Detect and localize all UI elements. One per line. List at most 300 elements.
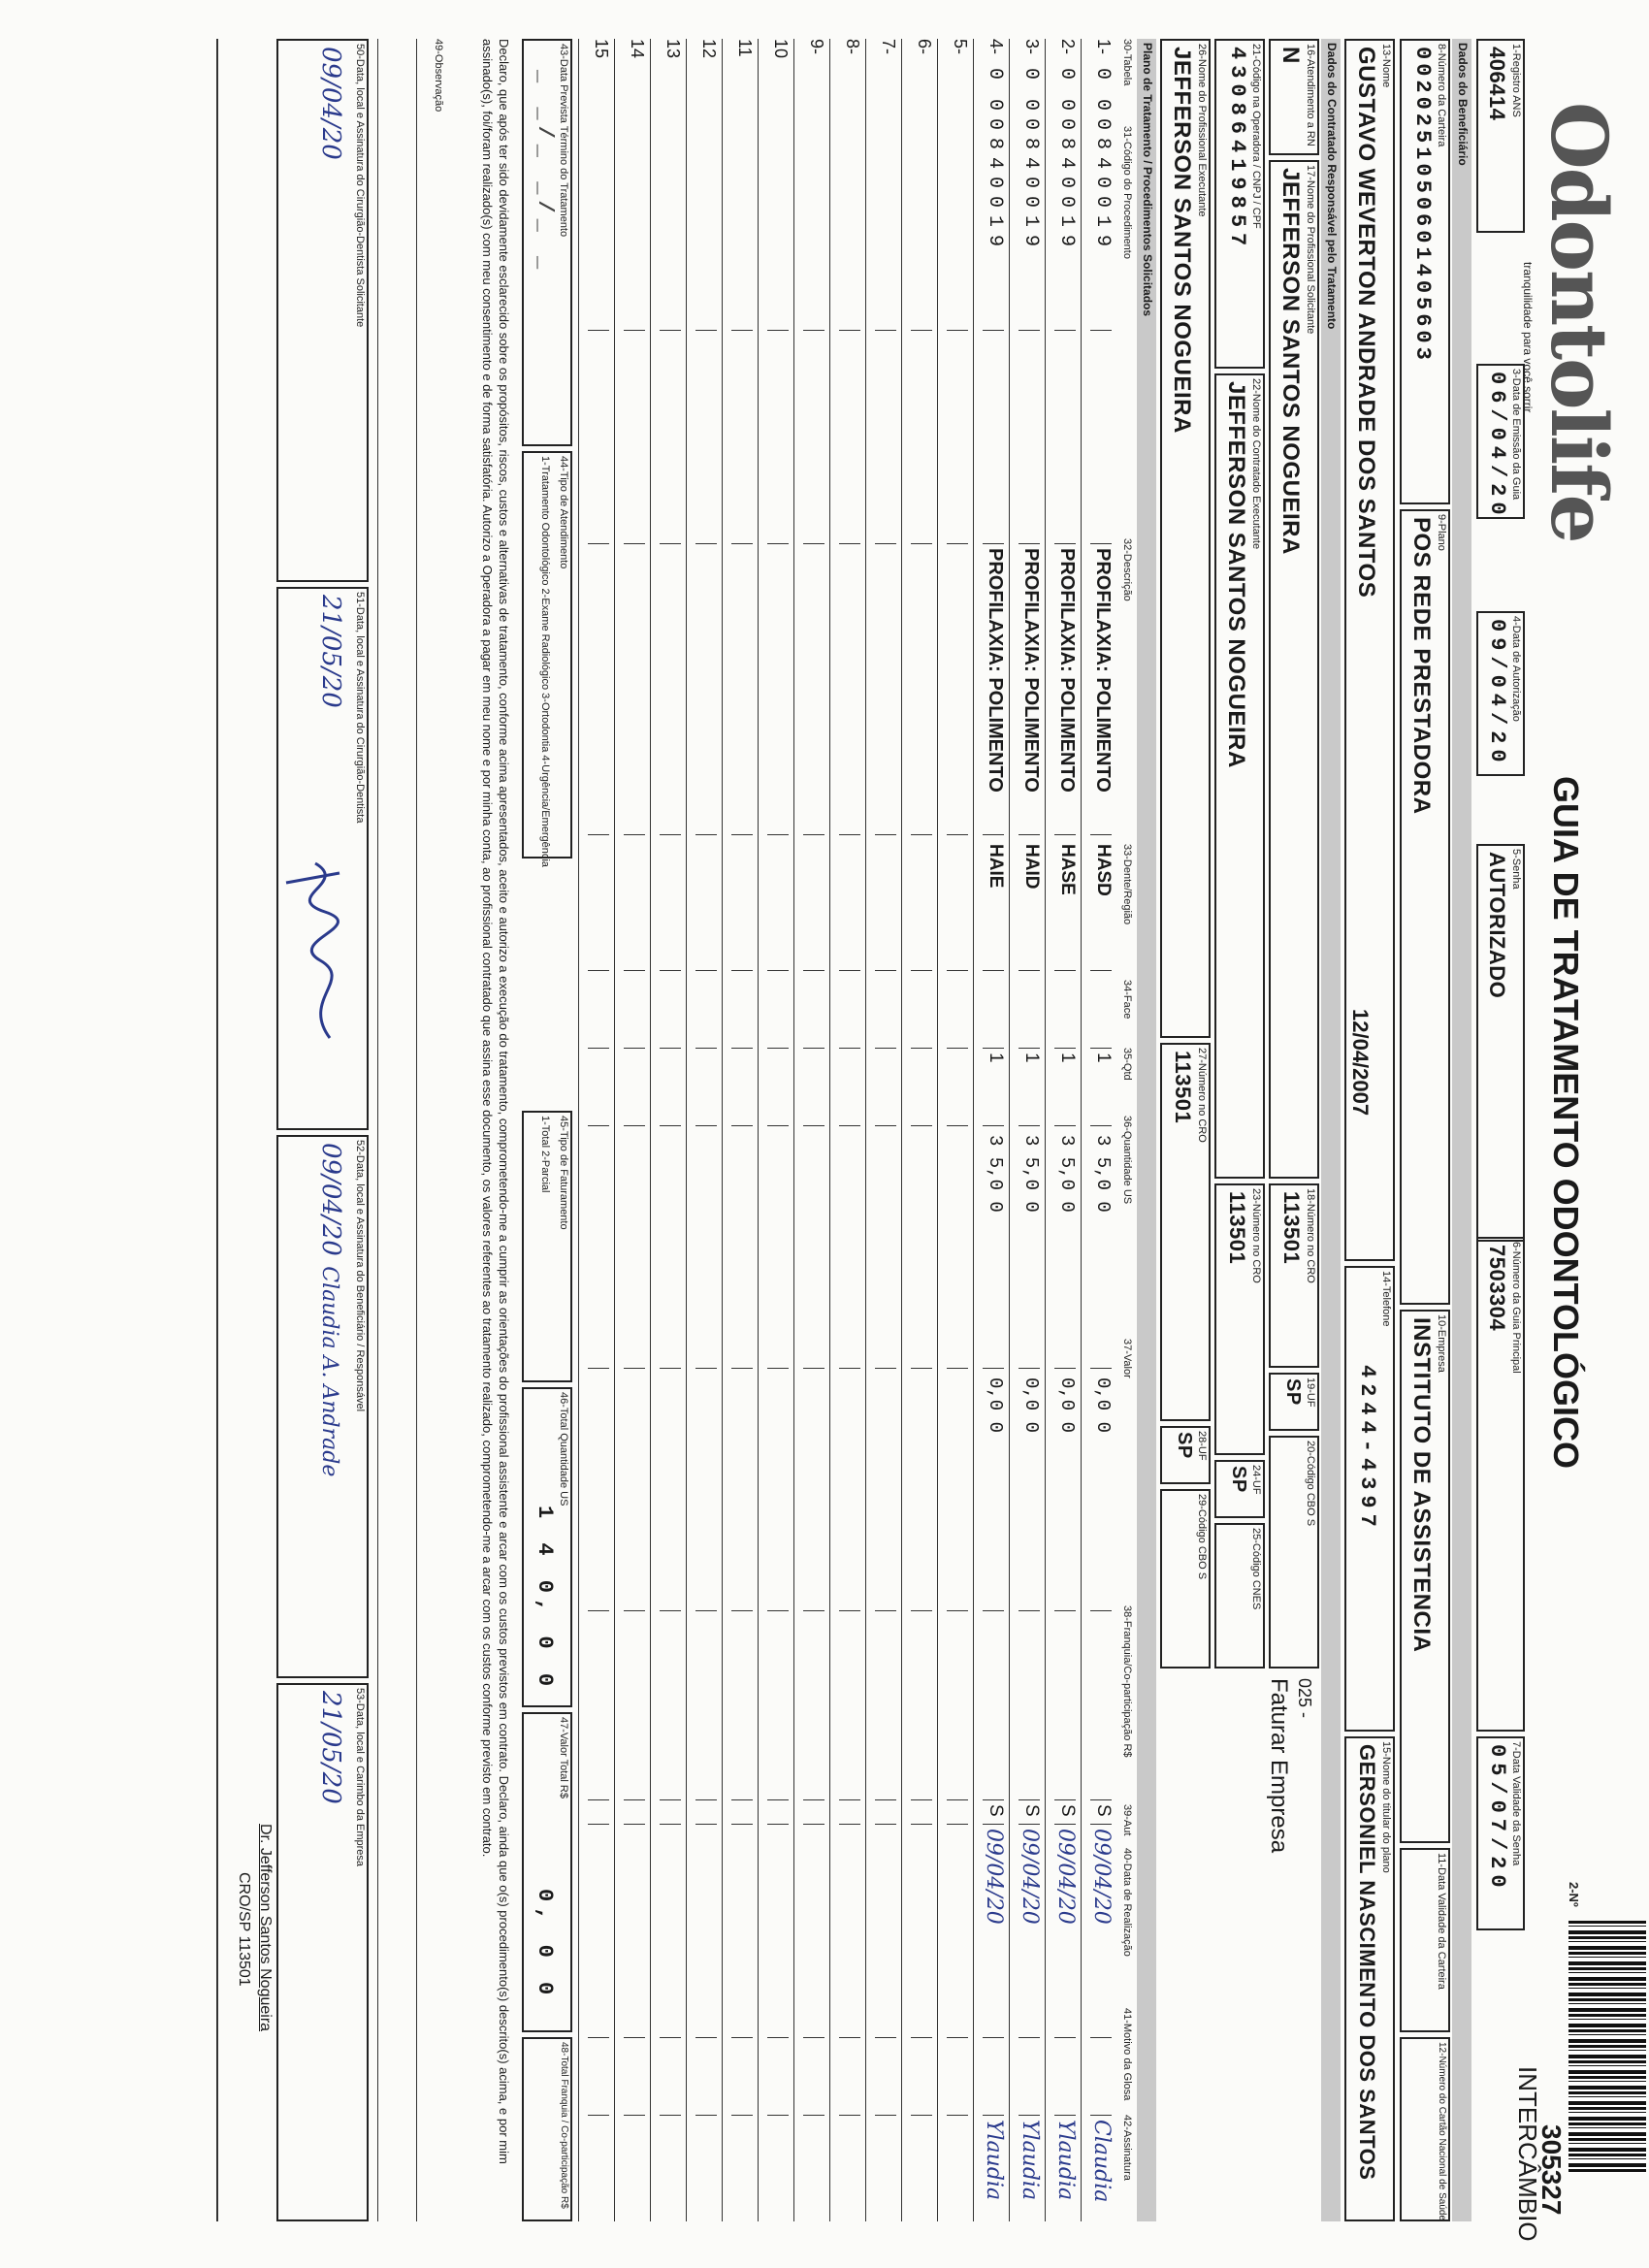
cell-divider	[875, 834, 896, 835]
row-number: 15	[592, 39, 611, 59]
cell-divider	[660, 1824, 681, 1825]
cell-divider	[839, 543, 860, 544]
cell-divider	[947, 330, 968, 331]
field-empresa: 10-Empresa INSTITUTO DE ASSISTENCIA	[1400, 1310, 1450, 1843]
cell-divider	[1018, 1824, 1040, 1825]
cell-divider	[1018, 1368, 1040, 1369]
row-qtd-us: 3 5,0 0	[1056, 1135, 1078, 1213]
cell-divider	[767, 834, 789, 835]
cell-divider	[1018, 970, 1040, 971]
header-qtd: 35-Qtd	[1121, 1048, 1133, 1081]
cell-divider	[588, 834, 609, 835]
row-qtd: 1	[1093, 1053, 1114, 1063]
field-data-autorizacao: 4-Data de Autorização 09/04/20	[1476, 611, 1525, 776]
cell-divider	[588, 970, 609, 971]
guide-number: 305327	[1536, 2124, 1567, 2216]
cell-divider	[767, 1368, 789, 1369]
row-tabela: 0	[1019, 68, 1042, 81]
row-code: 00840019	[984, 99, 1006, 255]
logo: Odontolife	[1534, 102, 1625, 542]
row-description: PROFILAXIA: POLIMENTO	[1092, 548, 1114, 793]
row-number: 12	[699, 39, 719, 59]
cell-divider	[947, 543, 968, 544]
field-cro-contratado: 23-Número no CRO 113501	[1214, 1183, 1265, 1455]
cell-divider	[1018, 1125, 1040, 1126]
cell-divider	[1054, 1799, 1076, 1800]
cell-divider	[983, 834, 1004, 835]
row-qtd-us: 3 5,0 0	[1092, 1135, 1114, 1213]
cell-divider	[731, 543, 753, 544]
cell-divider	[1090, 330, 1112, 331]
row-tabela: 0	[1055, 68, 1078, 81]
cell-divider	[803, 1799, 824, 1800]
cell-divider	[803, 1125, 824, 1126]
cell-divider	[624, 2037, 645, 2038]
field-cbo-executante: 29-Código CBO S	[1160, 1489, 1211, 1669]
cell-divider	[1018, 330, 1040, 331]
field-uf: 19-UF SP	[1269, 1373, 1319, 1431]
table-row	[973, 39, 1010, 2221]
field-nome: 13-Nome GUSTAVO WEVERTON ANDRADE DOS SANTOS	[1344, 39, 1395, 1261]
table-row	[829, 39, 866, 2221]
row-description: PROFILAXIA: POLIMENTO	[1056, 548, 1078, 793]
table-row	[614, 39, 651, 2221]
field-executante: 26-Nome do Profissional Executante JEFFERSON SANTOS NOGUEIRA	[1160, 39, 1211, 1038]
cell-divider	[660, 1125, 681, 1126]
cell-divider	[947, 834, 968, 835]
row-aut: S	[1093, 1804, 1114, 1817]
cell-divider	[588, 1048, 609, 1049]
cell-divider	[839, 970, 860, 971]
field-registro-ans: 1-Registro ANS 406414	[1476, 39, 1525, 233]
cell-divider	[1054, 2037, 1076, 2038]
cell-divider	[1054, 1125, 1076, 1126]
cell-divider	[767, 330, 789, 331]
field-carteira: 8-Número da Carteira 0020251050601405603	[1400, 39, 1450, 504]
row-number: 4-	[986, 39, 1006, 55]
cell-divider	[1054, 330, 1076, 331]
header-descricao: 32-Descrição	[1121, 538, 1133, 601]
cell-divider	[588, 330, 609, 331]
cell-divider	[767, 2115, 789, 2116]
cell-divider	[983, 543, 1004, 544]
cell-divider	[839, 1799, 860, 1800]
guide-no-label: 2-Nº	[1567, 1882, 1581, 1907]
cell-divider	[1090, 1368, 1112, 1369]
cell-divider	[624, 1048, 645, 1049]
cell-divider	[947, 1048, 968, 1049]
row-valor: 0,0 0	[1092, 1377, 1114, 1434]
cell-divider	[947, 1799, 968, 1800]
cell-divider	[1054, 1824, 1076, 1825]
cell-divider	[695, 330, 717, 331]
cell-divider	[660, 1610, 681, 1611]
cell-divider	[1090, 2115, 1112, 2116]
field-rn: 16-Atendimento a RN N	[1269, 39, 1319, 155]
row-number: 5-	[951, 39, 970, 55]
field-uf-contratado: 24-UF SP	[1214, 1460, 1265, 1518]
cell-divider	[624, 543, 645, 544]
cell-divider	[839, 1048, 860, 1049]
cell-divider	[731, 1799, 753, 1800]
section-beneficiario: Dados do Beneficiário	[1452, 39, 1471, 2221]
cell-divider	[983, 330, 1004, 331]
cell-divider	[839, 1368, 860, 1369]
field-guia-principal: 6-Número da Guia Principal 7503304	[1476, 1237, 1525, 1732]
header-valor: 37-Valor	[1121, 1339, 1133, 1378]
cell-divider	[875, 1048, 896, 1049]
cell-divider	[767, 970, 789, 971]
cell-divider	[660, 1048, 681, 1049]
cell-divider	[839, 1824, 860, 1825]
cell-divider	[803, 543, 824, 544]
cell-divider	[660, 2037, 681, 2038]
field-telefone: 14-Telefone 4244-4397	[1344, 1266, 1395, 1732]
field-cro: 18-Número no CRO 113501	[1269, 1183, 1319, 1368]
cell-divider	[731, 1368, 753, 1369]
cell-divider	[767, 543, 789, 544]
cell-divider	[983, 1610, 1004, 1611]
table-row	[1045, 39, 1082, 2221]
section-contratado: Dados do Contratado Responsável pelo Tratamento	[1321, 39, 1341, 2221]
table-row	[865, 39, 902, 2221]
table-row	[578, 39, 615, 2221]
cell-divider	[731, 1048, 753, 1049]
field-solicitante: 17-Nome do Profissional Solicitante JEFFERSON SANTOS NOGUEIRA	[1269, 160, 1319, 1179]
cell-divider	[660, 2115, 681, 2116]
row-qtd: 1	[1021, 1053, 1042, 1063]
cell-divider	[983, 2115, 1004, 2116]
cell-divider	[1054, 2115, 1076, 2116]
row-number: 14	[628, 39, 647, 59]
field-total-us: 46-Total Quantidade US 1 4 0, 0 0	[522, 1387, 572, 1707]
field-valor-total: 47-Valor Total R$ 0, 0 0	[522, 1712, 572, 2032]
cell-divider	[660, 1799, 681, 1800]
cell-divider	[624, 970, 645, 971]
row-number: 1-	[1094, 39, 1114, 55]
table-row	[722, 39, 759, 2221]
row-number: 10	[771, 39, 791, 59]
cell-divider	[695, 1368, 717, 1369]
cell-divider	[947, 2037, 968, 2038]
cell-divider	[624, 1610, 645, 1611]
row-signature: Ylaudia	[1018, 2120, 1042, 2201]
row-aut: S	[1021, 1804, 1042, 1817]
row-signature: Ylaudia	[982, 2120, 1006, 2201]
field-contratado: 22-Nome do Contratado Executante JEFFERSON SANTOS NOGUEIRA	[1214, 373, 1265, 1179]
field-validade-carteira: 11-Data Validade da Carteira	[1400, 1848, 1450, 2032]
row-qtd: 1	[986, 1053, 1006, 1063]
row-valor: 0,0 0	[1020, 1377, 1042, 1434]
cell-divider	[911, 2115, 932, 2116]
cell-divider	[588, 2037, 609, 2038]
row-signature: Claudia	[1089, 2120, 1114, 2203]
cell-divider	[588, 1824, 609, 1825]
cell-divider	[588, 1610, 609, 1611]
cell-divider	[624, 1824, 645, 1825]
cell-divider	[911, 1799, 932, 1800]
row-number: 3-	[1022, 39, 1042, 55]
row-number: 7-	[879, 39, 898, 55]
cell-divider	[803, 330, 824, 331]
header-codigo: 31-Código do Procedimento	[1121, 126, 1133, 259]
table-row	[758, 39, 794, 2221]
field-tipo-faturamento: 45-Tipo de Faturamento 1-Total 2-Parcial	[522, 1111, 572, 1382]
cell-divider	[660, 834, 681, 835]
cell-divider	[1090, 1610, 1112, 1611]
cell-divider	[803, 2037, 824, 2038]
cell-divider	[767, 2037, 789, 2038]
header-motivo: 41-Motivo da Glosa	[1121, 2008, 1133, 2101]
field-plano: 9-Plano POS REDE PRESTADORA	[1400, 509, 1450, 1305]
header-assinatura: 42-Assinatura	[1121, 2115, 1133, 2181]
row-aut: S	[986, 1804, 1006, 1817]
field-data-termino: 43-Data Prevista Término do Tratamento _ _/_ _/_ _	[522, 39, 572, 446]
observacao-line-1	[416, 39, 417, 2221]
table-row	[937, 39, 974, 2221]
cell-divider	[1090, 543, 1112, 544]
table-row	[1009, 39, 1046, 2221]
cell-divider	[1018, 1048, 1040, 1049]
cell-divider	[624, 1368, 645, 1369]
cell-divider	[1018, 2037, 1040, 2038]
cell-divider	[875, 1799, 896, 1800]
cell-divider	[875, 1125, 896, 1126]
cell-divider	[1018, 1610, 1040, 1611]
cell-divider	[947, 1824, 968, 1825]
dentist-signature-scribble	[276, 854, 354, 1048]
row-valor: 0,0 0	[985, 1377, 1006, 1434]
guide-type: INTERCÂMBIO	[1513, 2066, 1542, 2242]
table-row	[650, 39, 687, 2221]
cell-divider	[983, 2037, 1004, 2038]
row-description: PROFILAXIA: POLIMENTO	[1020, 548, 1042, 793]
row-data: 09/04/20	[982, 1829, 1006, 1925]
cell-divider	[803, 1824, 824, 1825]
cell-divider	[588, 543, 609, 544]
cell-divider	[624, 330, 645, 331]
cell-divider	[1054, 543, 1076, 544]
row-qtd-us: 3 5,0 0	[985, 1135, 1006, 1213]
cell-divider	[1018, 1799, 1040, 1800]
cell-divider	[911, 1048, 932, 1049]
cell-divider	[947, 970, 968, 971]
field-tipo-atendimento: 44-Tipo de Atendimento 1-Tratamento Odontológico 2-Exame Radiológico 3-Ortodontia 4-Urgência/Emergência	[522, 451, 572, 859]
row-number: 8-	[843, 39, 862, 55]
field-titular: 15-Nome do titular do plano GERSONIEL NASCIMENTO DOS SANTOS	[1344, 1736, 1395, 2221]
row-dente: HAIE	[986, 844, 1006, 889]
row-qtd-us: 3 5,0 0	[1020, 1135, 1042, 1213]
cell-divider	[660, 970, 681, 971]
cell-divider	[695, 2115, 717, 2116]
row-number: 9-	[807, 39, 826, 55]
cell-divider	[875, 2037, 896, 2038]
cell-divider	[911, 2037, 932, 2038]
cell-divider	[695, 970, 717, 971]
table-row	[793, 39, 830, 2221]
cell-divider	[1090, 1125, 1112, 1126]
cell-divider	[1054, 1048, 1076, 1049]
field-cro-executante: 27-Número no CRO 113501	[1160, 1043, 1211, 1421]
row-number: 2-	[1058, 39, 1078, 55]
cell-divider	[624, 1125, 645, 1126]
document-title: GUIA DE TRATAMENTO ODONTOLÓGICO	[1546, 776, 1586, 1469]
cell-divider	[839, 834, 860, 835]
row-data: 09/04/20	[1089, 1829, 1114, 1925]
cell-divider	[875, 1824, 896, 1825]
cell-divider	[803, 834, 824, 835]
cell-divider	[695, 1799, 717, 1800]
cell-divider	[875, 2115, 896, 2116]
signature-solicitante: 50-Data, local e Assinatura do Cirurgião-Dentista Solicitante 09/04/20	[276, 39, 369, 582]
cell-divider	[911, 970, 932, 971]
cell-divider	[624, 2115, 645, 2116]
cell-divider	[983, 1125, 1004, 1126]
header-qtd-us: 36-Quantidade US	[1121, 1116, 1133, 1205]
cell-divider	[1054, 834, 1076, 835]
cell-divider	[731, 2037, 753, 2038]
signature-beneficiario: 52-Data, local e Assinatura do Beneficiário / Responsável 09/04/20 Claudia A. Andrade	[276, 1135, 369, 1678]
header-aut: 39-Aut	[1121, 1804, 1133, 1836]
cell-divider	[1018, 834, 1040, 835]
observacao-line-2	[377, 39, 378, 2221]
table-row	[686, 39, 723, 2221]
declaration-text: Declaro, que após ter sido devidamente esclarecido sobre os propósitos, riscos, custos e alternativas de tratamento, conforme acima apresentados, aceito e autorizo a execução do tratamento, comprometendo-me a cumprir as orientações do profissional assistente e arcar com os custos previstos em contrato. Declaro, ainda que o(s) procedimento(s) descrito(s) acima, e por mim assinado(s), foi/foram realizado(s) com meu consentimento e de forma satisfatória. Autorizo a Operadora a pagar em meu nome e por minha conta, ao profissional contratado que assina esse documento, os valores referentes ao tratamento realizado, comprometendo-me a arcar com os custos conforme previsto em contrato.	[480, 39, 511, 2164]
cell-divider	[875, 543, 896, 544]
bottom-rule	[216, 39, 218, 2221]
cell-divider	[767, 1824, 789, 1825]
observacao-label: 49-Observação	[433, 39, 444, 113]
row-tabela: 0	[1091, 68, 1114, 81]
beneficiary-signature: Claudia A. Andrade	[317, 1266, 341, 1477]
row-number: 11	[735, 39, 755, 57]
cell-divider	[983, 970, 1004, 971]
table-row	[901, 39, 938, 2221]
cell-divider	[695, 1824, 717, 1825]
cell-divider	[1054, 1368, 1076, 1369]
field-uf-executante: 28-UF SP	[1160, 1426, 1211, 1484]
row-data: 09/04/20	[1053, 1829, 1078, 1925]
cell-divider	[875, 1610, 896, 1611]
cell-divider	[731, 1125, 753, 1126]
cell-divider	[1090, 1824, 1112, 1825]
cell-divider	[695, 1610, 717, 1611]
cell-divider	[911, 1824, 932, 1825]
field-cnes: 25-Código CNES	[1214, 1523, 1265, 1669]
table-row	[1081, 39, 1117, 2221]
cell-divider	[695, 1048, 717, 1049]
signature-dentista: 51-Data, local e Assinatura do Cirurgião-Dentista 21/05/20	[276, 587, 369, 1130]
tagline: tranquilidade para você sorrir	[1521, 262, 1535, 413]
cell-divider	[731, 1610, 753, 1611]
cell-divider	[767, 1125, 789, 1126]
cell-divider	[695, 543, 717, 544]
row-code: 00840019	[1055, 99, 1078, 255]
cell-divider	[839, 330, 860, 331]
cell-divider	[660, 1368, 681, 1369]
cell-divider	[588, 2115, 609, 2116]
cell-divider	[588, 1368, 609, 1369]
cell-divider	[695, 2037, 717, 2038]
section-plano-tratamento: Plano de Tratamento / Procedimentos Solicitados	[1137, 39, 1156, 2221]
cell-divider	[947, 2115, 968, 2116]
cell-divider	[1090, 1799, 1112, 1800]
row-dente: HASD	[1093, 844, 1114, 896]
header-franquia: 38-Franquia/Co-participação R$	[1121, 1605, 1133, 1758]
cell-divider	[695, 1125, 717, 1126]
cbo-note: 025 -	[1295, 1678, 1314, 1719]
row-number: 6-	[915, 39, 934, 55]
birth-date: 12/04/2007	[1348, 1009, 1373, 1117]
field-codigo-operadora: 21-Código na Operadora / CNPJ / CPF 43086419857	[1214, 39, 1265, 369]
cell-divider	[911, 543, 932, 544]
cell-divider	[767, 1048, 789, 1049]
cell-divider	[1054, 1610, 1076, 1611]
field-validade-senha: 7-Data Validade da Senha 05/07/20	[1476, 1736, 1525, 1930]
cell-divider	[803, 1048, 824, 1049]
row-description: PROFILAXIA: POLIMENTO	[985, 548, 1006, 793]
cell-divider	[588, 1125, 609, 1126]
field-total-franquia: 48-Total Franquia / Co-participação R$	[522, 2037, 572, 2221]
row-dente: HASE	[1057, 844, 1078, 895]
cell-divider	[731, 1824, 753, 1825]
row-signature: Ylaudia	[1053, 2120, 1078, 2201]
barcode	[1568, 1921, 1646, 2173]
field-cbo: 20-Código CBO S	[1269, 1436, 1319, 1669]
cell-divider	[875, 330, 896, 331]
header-dente: 33-Dente/Região	[1121, 844, 1133, 925]
cell-divider	[803, 2115, 824, 2116]
cell-divider	[731, 2115, 753, 2116]
cell-divider	[947, 1610, 968, 1611]
cell-divider	[1090, 2037, 1112, 2038]
field-data-emissao: 3-Data de Emissão da Guia 06/04/20	[1476, 364, 1525, 519]
cell-divider	[1090, 834, 1112, 835]
row-dente: HAID	[1021, 844, 1042, 890]
cell-divider	[911, 834, 932, 835]
row-qtd: 1	[1057, 1053, 1078, 1063]
cell-divider	[839, 1125, 860, 1126]
field-cns: 12-Número do Cartão Nacional de Saúde	[1400, 2037, 1450, 2221]
cell-divider	[947, 1368, 968, 1369]
cell-divider	[911, 330, 932, 331]
row-number: 13	[663, 39, 683, 59]
cell-divider	[803, 970, 824, 971]
cell-divider	[983, 1048, 1004, 1049]
cell-divider	[911, 1610, 932, 1611]
cell-divider	[983, 1799, 1004, 1800]
cell-divider	[588, 1799, 609, 1800]
cell-divider	[947, 1125, 968, 1126]
cell-divider	[767, 1799, 789, 1800]
cell-divider	[731, 970, 753, 971]
row-aut: S	[1057, 1804, 1078, 1817]
cell-divider	[911, 1368, 932, 1369]
cell-divider	[1054, 970, 1076, 971]
cell-divider	[624, 1799, 645, 1800]
procedures-table	[579, 39, 1117, 2221]
carimbo-empresa: 53-Data, local e Carimbo da Empresa 21/05/20	[276, 1683, 369, 2221]
cell-divider	[911, 1125, 932, 1126]
row-code: 00840019	[1091, 99, 1114, 255]
row-code: 00840019	[1019, 99, 1042, 255]
cell-divider	[660, 543, 681, 544]
cell-divider	[839, 1610, 860, 1611]
cell-divider	[983, 1368, 1004, 1369]
cell-divider	[839, 2115, 860, 2116]
row-data: 09/04/20	[1018, 1829, 1042, 1925]
cell-divider	[1090, 1048, 1112, 1049]
